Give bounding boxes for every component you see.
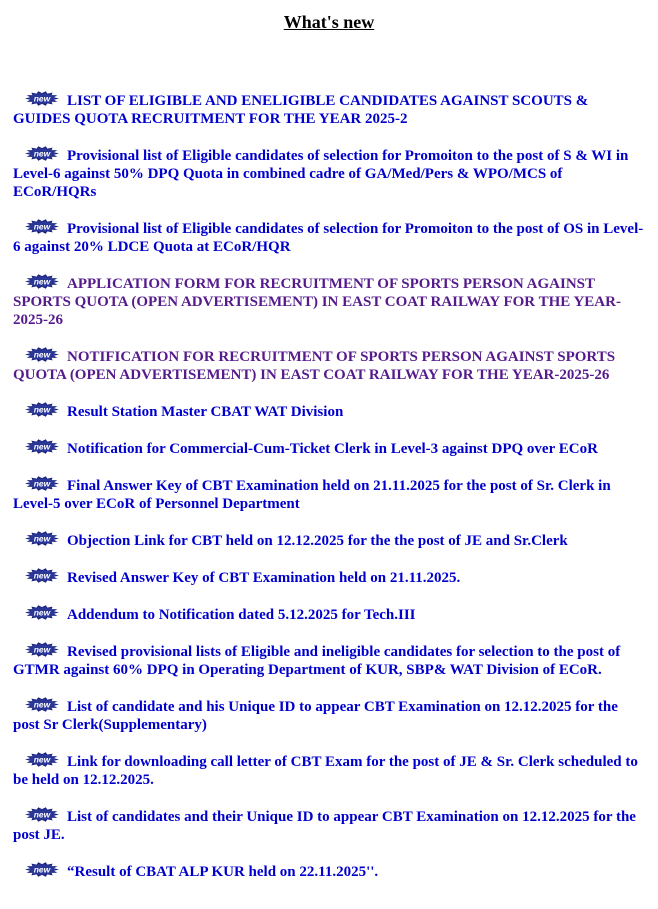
new-badge-icon	[25, 642, 59, 657]
news-link[interactable]	[13, 274, 644, 329]
svg-text:new: new	[33, 478, 51, 489]
svg-text:new: new	[33, 148, 51, 159]
news-link-text: Addendum to Notification dated 5.12.2025 for Tech.III	[67, 607, 416, 623]
news-link-text: Revised Answer Key of CBT Examination held on 21.11.2025.	[67, 570, 461, 586]
new-badge-icon	[25, 568, 59, 583]
news-link[interactable]	[13, 402, 644, 421]
svg-text:new: new	[33, 864, 51, 875]
page-title: What's new	[283, 12, 375, 32]
news-link[interactable]	[13, 697, 644, 734]
new-badge-icon	[25, 402, 59, 417]
news-link-text: List of candidates and their Unique ID to appear CBT Examination on 12.12.2025 for the post JE.	[13, 809, 636, 843]
news-link-text: NOTIFICATION FOR RECRUITMENT OF SPORTS PERSON AGAINST SPORTS QUOTA (OPEN ADVERTISEMENT) IN EAST COAT RAILWAY FOR THE YEAR-2025-26	[13, 349, 616, 383]
new-badge-icon	[25, 476, 59, 491]
svg-text:new: new	[33, 221, 51, 232]
news-link-text: Notification for Commercial-Cum-Ticket Clerk in Level-3 against DPQ over ECoR	[67, 441, 598, 457]
svg-text:new: new	[33, 699, 51, 710]
svg-text:new: new	[33, 754, 51, 765]
svg-text:new: new	[33, 533, 51, 544]
news-link[interactable]	[13, 807, 644, 844]
news-link-text: APPLICATION FORM FOR RECRUITMENT OF SPORTS PERSON AGAINST SPORTS QUOTA (OPEN ADVERTISEMENT) IN EAST COAT RAILWAY FOR THE YEAR-2025-26	[13, 276, 621, 328]
svg-text:new: new	[33, 570, 51, 581]
svg-text:new: new	[33, 276, 51, 287]
svg-text:new: new	[33, 607, 51, 618]
news-link-text: Revised provisional lists of Eligible and ineligible candidates for selection to the post of GTMR against 60% DPQ in Operating Department of KUR, SBP& WAT Division of ECoR.	[13, 644, 621, 678]
news-link[interactable]	[13, 862, 644, 881]
news-link[interactable]	[13, 476, 644, 513]
new-badge-icon	[25, 807, 59, 822]
news-link-text: List of candidate and his Unique ID to appear CBT Examination on 12.12.2025 for the post Sr Clerk(Supplementary)	[13, 699, 618, 733]
whats-new-list	[0, 91, 658, 881]
news-link[interactable]	[13, 605, 644, 624]
news-link[interactable]	[13, 91, 644, 128]
svg-text:new: new	[33, 349, 51, 360]
new-badge-icon	[25, 531, 59, 546]
new-badge-icon	[25, 605, 59, 620]
new-badge-icon	[25, 219, 59, 234]
new-badge-icon	[25, 862, 59, 877]
news-link-text: “Result of CBAT ALP KUR held on 22.11.2025''.	[67, 864, 379, 880]
svg-text:new: new	[33, 93, 51, 104]
news-link[interactable]	[13, 642, 644, 679]
new-badge-icon	[25, 347, 59, 362]
news-link-text: Provisional list of Eligible candidates of selection for Promoiton to the post of OS in Level-6 against 20% LDCE Quota at ECoR/HQR	[13, 221, 644, 255]
news-link-text: Objection Link for CBT held on 12.12.2025 for the the post of JE and Sr.Clerk	[67, 533, 568, 549]
news-link-text: Result Station Master CBAT WAT Division	[67, 404, 344, 420]
news-link[interactable]	[13, 347, 644, 384]
svg-text:new: new	[33, 644, 51, 655]
svg-text:new: new	[33, 441, 51, 452]
news-link[interactable]	[13, 531, 644, 550]
new-badge-icon	[25, 439, 59, 454]
new-badge-icon	[25, 752, 59, 767]
news-link[interactable]	[13, 219, 644, 256]
news-link[interactable]	[13, 568, 644, 587]
news-link-text: Final Answer Key of CBT Examination held on 21.11.2025 for the post of Sr. Clerk in Level-5 over ECoR of Personnel Department	[13, 478, 611, 512]
new-badge-icon	[25, 91, 59, 106]
svg-text:new: new	[33, 404, 51, 415]
new-badge-icon	[25, 697, 59, 712]
news-link-text: LIST OF ELIGIBLE AND ENELIGIBLE CANDIDATES AGAINST SCOUTS & GUIDES QUOTA RECRUITMENT FOR THE YEAR 2025-2	[13, 93, 589, 127]
news-link-text: Link for downloading call letter of CBT Exam for the post of JE & Sr. Clerk scheduled to be held on 12.12.2025.	[13, 754, 638, 788]
news-link[interactable]	[13, 439, 644, 458]
news-link-text: Provisional list of Eligible candidates of selection for Promoiton to the post of S & WI in Level-6 against 50% DPQ Quota in combined cadre of GA/Med/Pers & WPO/MCS of ECoR/HQRs	[13, 148, 629, 200]
news-link[interactable]	[13, 146, 644, 201]
new-badge-icon	[25, 146, 59, 161]
svg-text:new: new	[33, 809, 51, 820]
new-badge-icon	[25, 274, 59, 289]
news-link[interactable]	[13, 752, 644, 789]
